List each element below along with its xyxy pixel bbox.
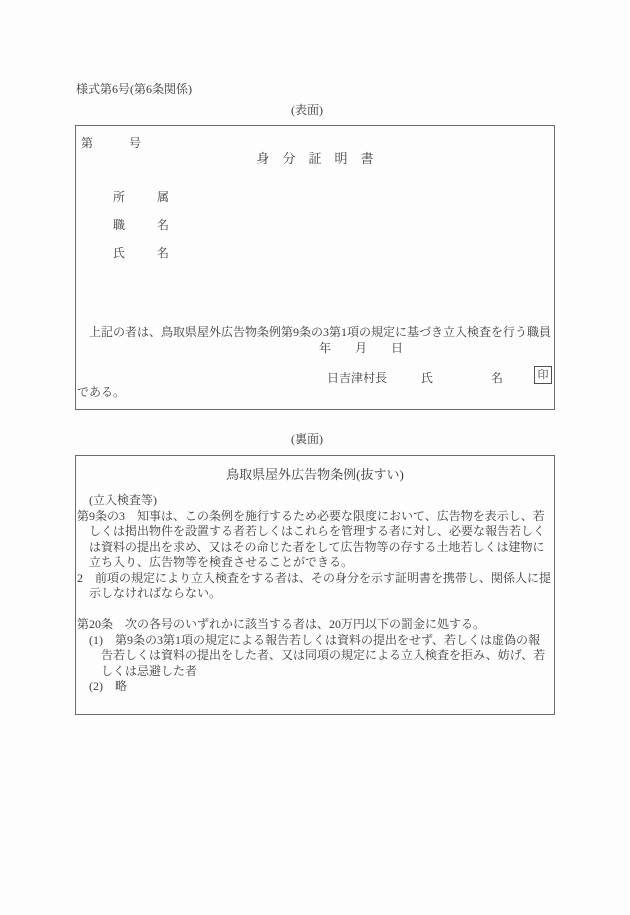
field-job-title-char-1: 職: [113, 218, 126, 232]
text-line: 2 前項の規定により立入検査をする者は、その身分を示す証明書を携帯し、関係人に提: [77, 570, 552, 585]
text-line: 示しなければならない。: [77, 586, 222, 600]
field-full-name-char-2: 名: [156, 246, 169, 260]
certificate-number-line: 第 号: [81, 136, 142, 150]
statement-line-2: である。: [77, 385, 126, 399]
certificate-title: 身 分 証 明 書: [256, 151, 374, 166]
field-affiliation-char-2: 属: [156, 190, 169, 204]
official-seal-placeholder: 印: [534, 366, 552, 384]
field-full-name: [113, 247, 169, 260]
text-line: 告若しくは資料の提出をした者、又は同項の規定による立入検査を拒み、妨げ、若: [77, 648, 546, 662]
field-job-title-char-2: 名: [156, 218, 169, 232]
statement-line-1: 上記の者は、鳥取県屋外広告物条例第9条の3第1項の規定に基づき立入検査を行う職員: [77, 325, 552, 339]
issue-date-line: 年 月 日: [319, 341, 404, 355]
field-job-title: [113, 219, 169, 232]
text-line: 立ち入り、広告物等を検査させることができる。: [77, 555, 354, 569]
ordinance-extract-body: [77, 493, 551, 695]
text-line: [77, 602, 551, 618]
text-line: (1) 第9条の3第1項の規定による報告若しくは資料の提出をせず、若しくは虚偽の報: [77, 632, 541, 647]
field-full-name-char-1: 氏: [113, 246, 126, 260]
text-line: は資料の提出を求め、又はその命じた者をして広告物等の存する土地若しくは建物に: [77, 539, 545, 554]
text-line: 第9条の3 知事は、この条例を施行するため必要な限度において、広告物を表示し、若: [77, 508, 545, 523]
issuer-givenname-label: 名: [491, 371, 504, 385]
issuer-title: 日吉津村長: [327, 371, 388, 385]
certification-statement: [77, 282, 551, 442]
ordinance-extract-title: 鳥取県屋外広告物条例(抜すい): [226, 467, 404, 482]
form-number-label: 様式第6号(第6条関係): [76, 82, 192, 96]
back-side-label: (裏面): [291, 432, 323, 446]
front-side-label: (表面): [291, 103, 323, 117]
text-line: (2) 略: [77, 679, 127, 693]
front-certificate-box: [75, 125, 555, 410]
field-affiliation-char-1: 所: [113, 190, 126, 204]
field-affiliation: [113, 191, 169, 204]
text-line: しくは忌避した者: [77, 663, 198, 678]
text-line: (立入検査等): [77, 493, 157, 507]
text-line: しくは掲出物件を設置する者若しくはこれらを管理する者に対し、必要な報告若しく: [77, 524, 546, 538]
text-line: 第20条 次の各号のいずれかに該当する者は、20万円以下の罰金に処する。: [77, 617, 486, 631]
issuer-surname-label: 氏: [421, 371, 434, 385]
back-ordinance-box: [75, 455, 555, 715]
